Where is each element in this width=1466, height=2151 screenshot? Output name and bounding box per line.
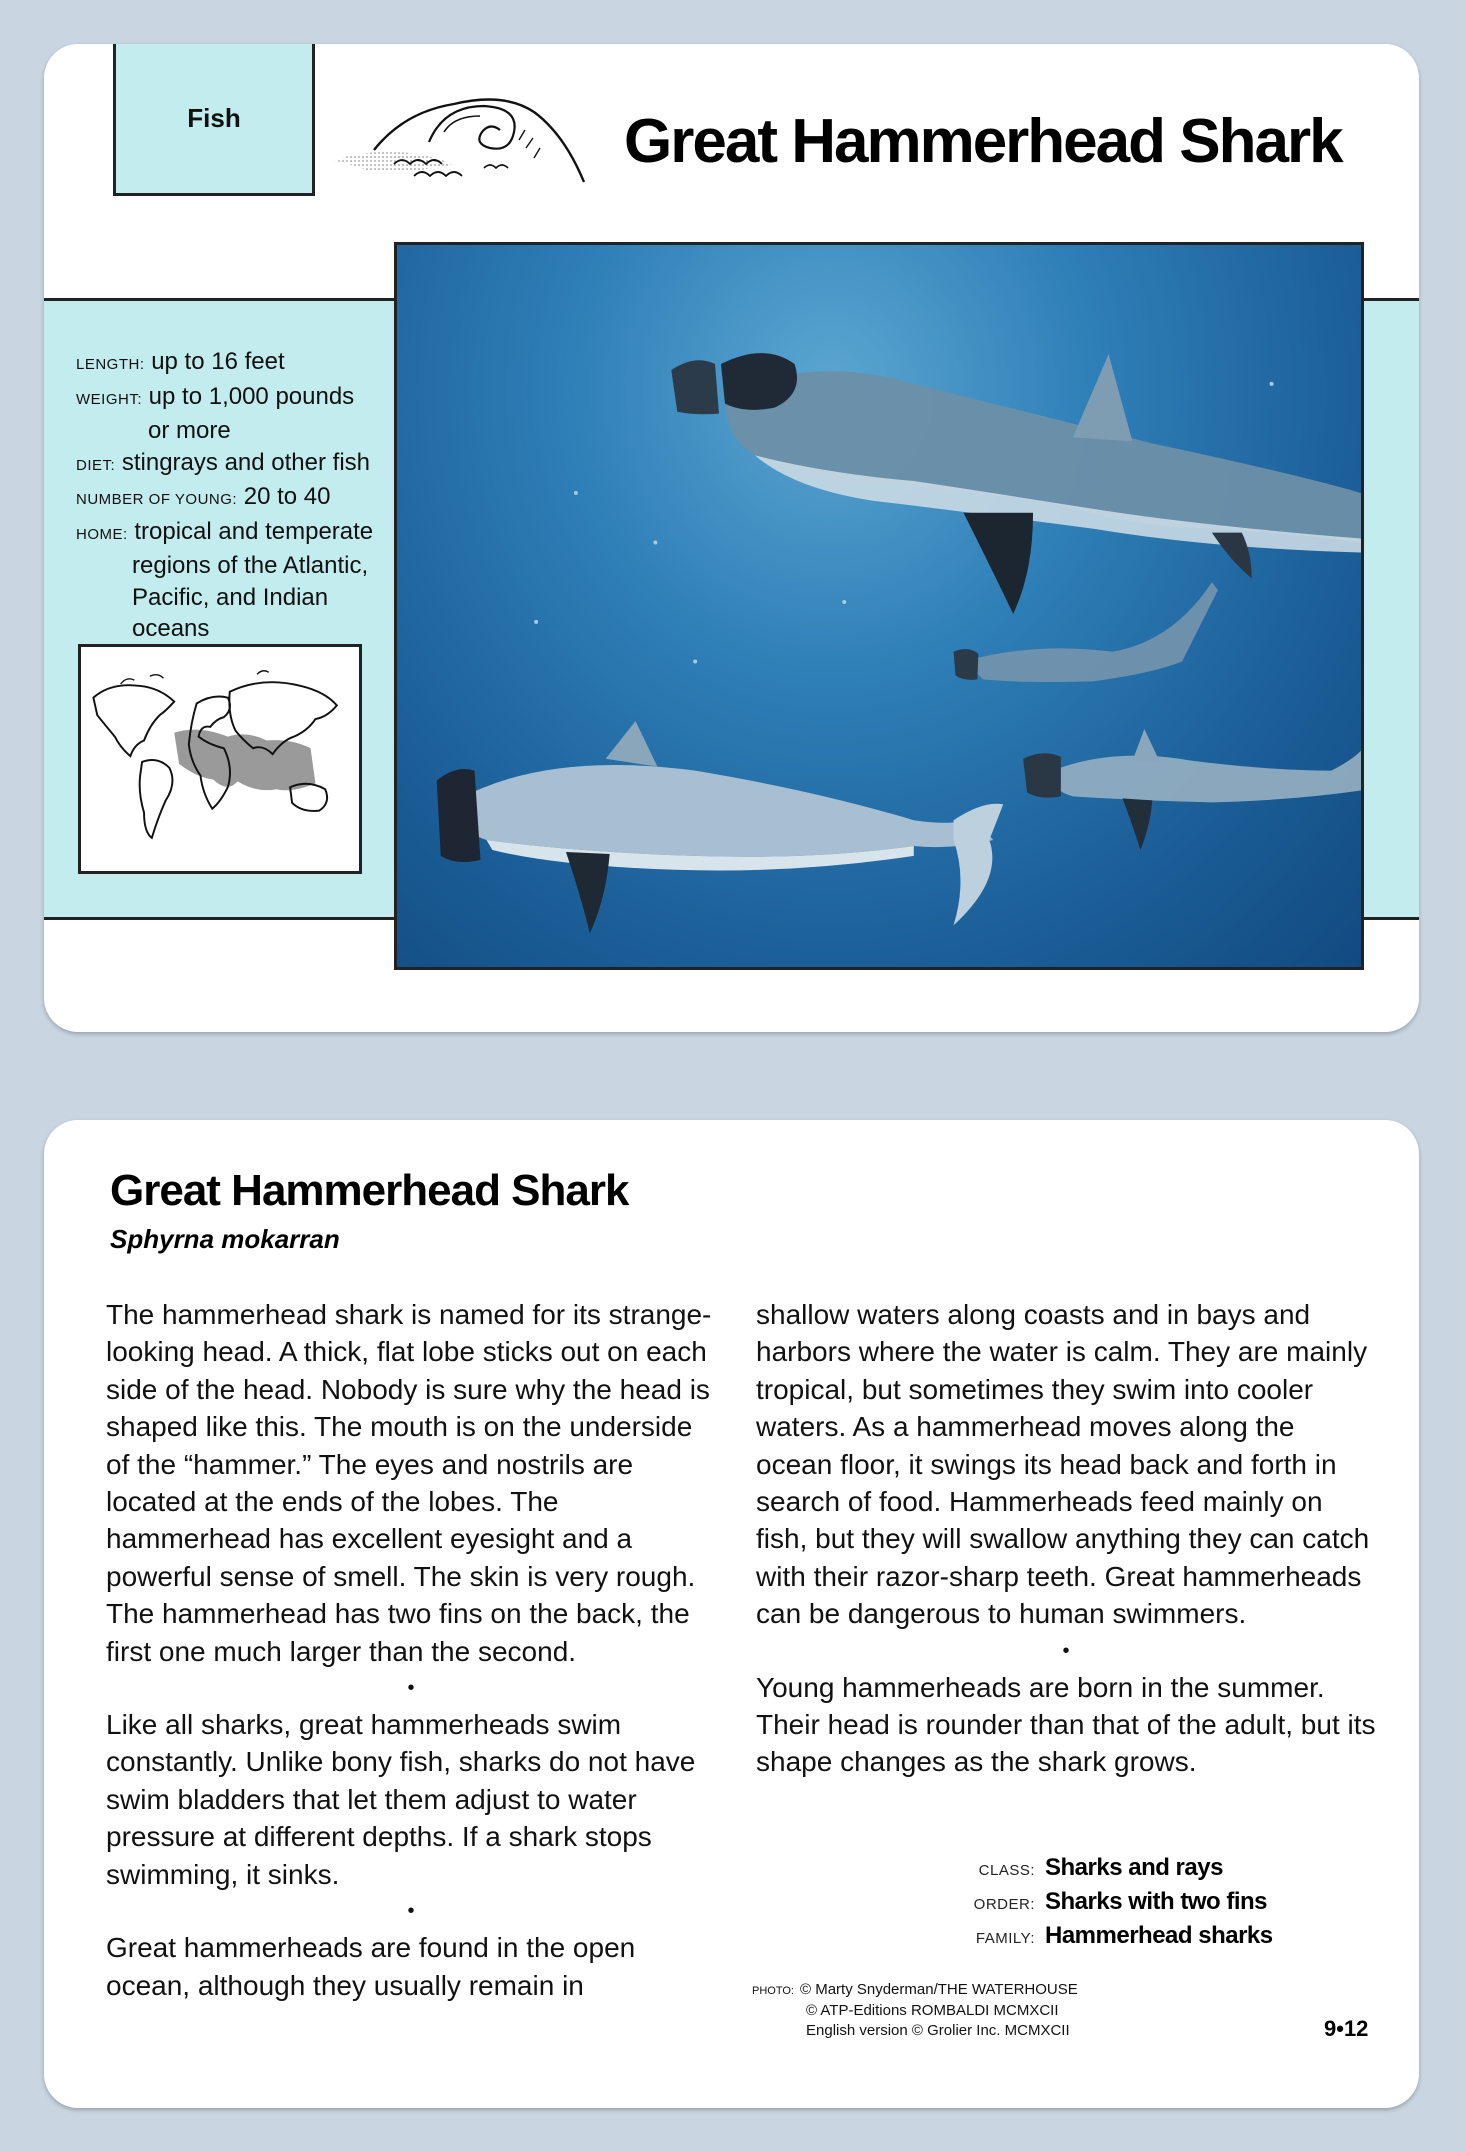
card-number: 9•12 — [1324, 2016, 1369, 2041]
taxonomy-key: FAMILY: — [975, 1930, 1035, 1947]
fact-value-cont: or more — [148, 417, 231, 444]
taxonomy-order — [959, 1886, 1273, 1920]
scientific-name: Sphyrna mokarran — [110, 1224, 340, 1254]
bullet-separator: • — [1062, 1639, 1070, 1662]
fact-young — [76, 481, 406, 516]
fact-key: LENGTH: — [76, 356, 145, 373]
taxonomy-family — [959, 1920, 1273, 1954]
credit-line — [752, 1980, 1078, 2001]
fact-list — [76, 346, 406, 645]
taxonomy-value: Hammerhead sharks — [1045, 1922, 1273, 1949]
bullet-separator: • — [407, 1900, 415, 1923]
fact-value-cont: regions of the Atlantic, — [132, 552, 369, 579]
paragraph: The hammerhead shark is named for its strange-looking head. A thick, flat lobe sticks out on each side of the head. Nobody is sure why the head is shaped like this. The mouth is on the underside of the “hammer.” The eyes and nostrils are located at the ends of the lobes. The hammerhead has excellent eyesight and a powerful sense of smell. The skin is very rough. The hammerhead has two fins on the back, the first one much larger than the second. — [106, 1299, 712, 1667]
hammerhead-shark-image — [397, 245, 1361, 967]
category-box — [113, 44, 315, 196]
credit-text: © Marty Snyderman/THE WATERHOUSE — [799, 1981, 1078, 1998]
fact-key: HOME: — [76, 525, 128, 543]
fact-value: up to 16 feet — [151, 348, 285, 375]
taxonomy-key: CLASS: — [978, 1862, 1035, 1879]
fact-value-cont: oceans — [132, 615, 210, 642]
range-map — [78, 644, 362, 874]
shark-photo — [394, 242, 1364, 970]
world-map-icon — [81, 647, 359, 871]
fact-value-cont: Pacific, and Indian — [132, 583, 329, 611]
fact-value: up to 1,000 pounds — [148, 382, 355, 410]
fact-value: tropical and temperate — [134, 517, 374, 545]
category-label: Fish — [187, 103, 241, 133]
back-card — [44, 1120, 1419, 2108]
fact-key: NUMBER OF YOUNG: — [76, 491, 238, 508]
taxonomy-class — [959, 1852, 1273, 1886]
text-column-right — [756, 1296, 1376, 1781]
paragraph: Like all sharks, great hammerheads swim constantly. Unlike bony fish, sharks do not have swim bladders that let them adjust to water pressure at different depths. If a shark stops swimming, it sinks. — [106, 1709, 696, 1890]
paragraph: Great hammerheads are found in the open ocean, although they usually remain in — [106, 1932, 636, 2001]
bullet-separator: • — [407, 1677, 415, 1700]
back-title: Great Hammerhead Shark — [110, 1166, 629, 1215]
taxonomy-value: Sharks and rays — [1045, 1854, 1223, 1881]
wave-icon — [334, 72, 604, 192]
fact-key: WEIGHT: — [76, 390, 142, 408]
credit-line: English version © Grolier Inc. MCMXCII — [806, 2022, 1070, 2039]
text-column-left — [106, 1296, 716, 2004]
front-card — [44, 44, 1419, 1032]
taxonomy-block — [959, 1852, 1273, 1954]
paragraph: Young hammerheads are born in the summer. Their head is rounder than that of the adult, but its shape changes as the shark grows. — [756, 1671, 1376, 1778]
fact-key: DIET: — [76, 456, 116, 474]
credit-key: PHOTO: — [752, 1985, 794, 1997]
credit-line: © ATP-Editions ROMBALDI MCMXCII — [806, 2002, 1059, 2019]
photo-credits — [752, 1980, 1078, 2041]
taxonomy-key: ORDER: — [973, 1896, 1035, 1913]
taxonomy-value: Sharks with two fins — [1045, 1888, 1268, 1915]
fact-diet — [76, 447, 406, 482]
fact-value: 20 to 40 — [243, 483, 331, 510]
fact-home — [76, 516, 406, 645]
fact-length — [76, 346, 406, 381]
front-title: Great Hammerhead Shark — [624, 107, 1342, 176]
fact-weight — [76, 381, 406, 447]
fact-value: stingrays and other fish — [121, 448, 370, 476]
paragraph: shallow waters along coasts and in bays and harbors where the water is calm. They are mainly tropical, but sometimes they swim into cooler waters. As a hammerhead moves along the ocean floor, it swings its head back and forth in search of food. Hammerheads feed mainly on fish, but they will swallow anything they can catch with their razor-sharp teeth. Great hammerheads can be dangerous to human swimmers. — [756, 1299, 1370, 1630]
